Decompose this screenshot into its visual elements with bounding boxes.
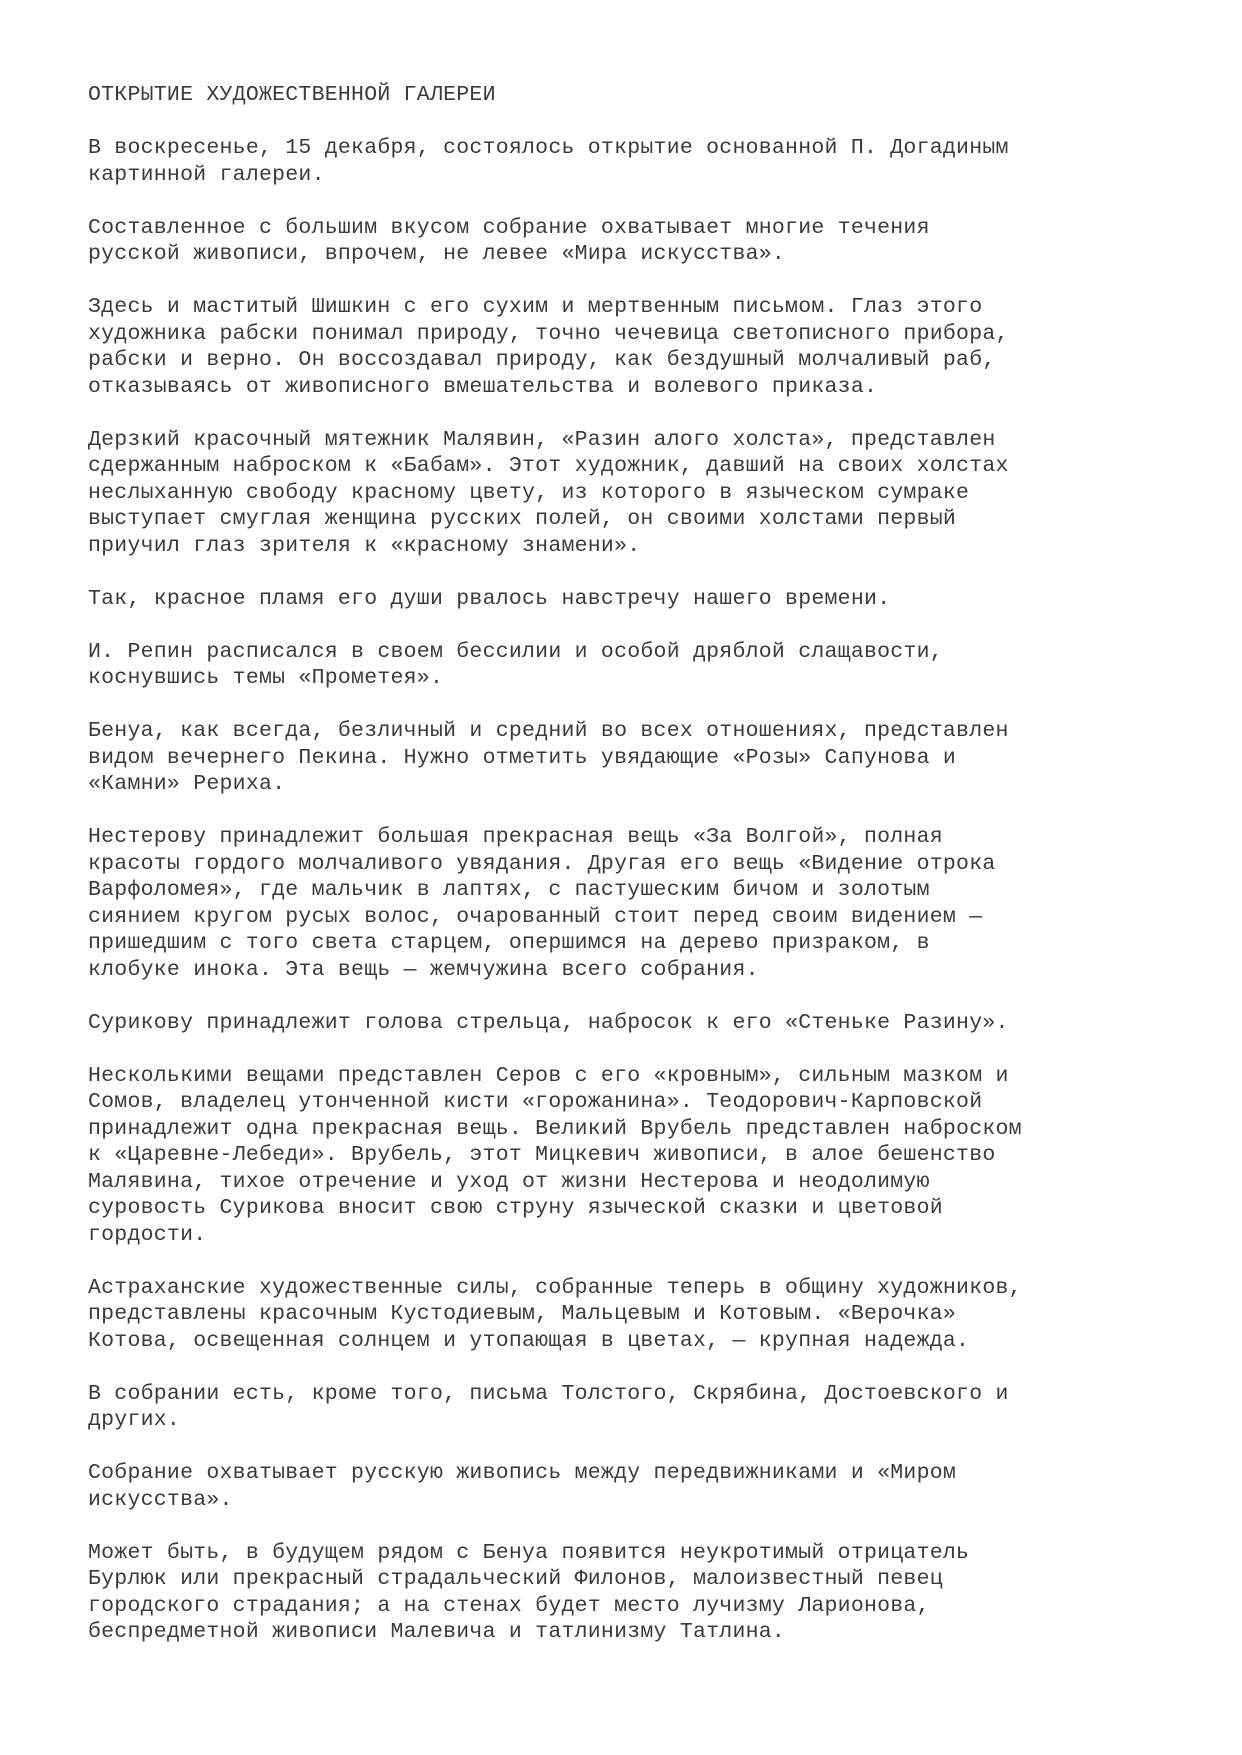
paragraph-3: Здесь и маститый Шишкин с его сухим и мертвенным письмом. Глаз этого художника рабски понимал природу, точно чечевица светописного прибора, рабски и верно. Он воссоздавал природу, как бездушный молчаливый раб, отказываясь от живописного вмешательства и волевого приказа. bbox=[88, 295, 1009, 399]
article-title: ОТКРЫТИЕ ХУДОЖЕСТВЕННОЙ ГАЛЕРЕИ bbox=[88, 83, 496, 107]
paragraph-1: В воскресенье, 15 декабря, состоялось открытие основанной П. Догадиным картинной галереи. bbox=[88, 136, 1009, 187]
paragraph-10: Несколькими вещами представлен Серов с его «кровным», сильным мазком и Сомов, владелец утонченной кисти «горожанина». Теодорович-Карповской принадлежит одна прекрасная вещь. Великий Врубель представлен наброском к «Царевне-Лебеди». Врубель, этот Мицкевич живописи, в алое бешенство Малявина, тихое отречение и уход от жизни Нестерова и неодолимую суровость Сурикова вносит свою струну языческой сказки и цветовой гордости. bbox=[88, 1063, 1022, 1247]
document-body bbox=[88, 82, 1168, 1672]
paragraph-5: Так, красное пламя его души рвалось навстречу нашего времени. bbox=[88, 586, 891, 611]
paragraph-4: Дерзкий красочный мятежник Малявин, «Разин алого холста», представлен сдержанным наброском к «Бабам». Этот художник, давший на своих холстах неслыханную свободу красному цвету, из которого в языческом сумраке выступает смуглая женщина русских полей, он своими холстами первый приучил глаз зрителя к «красному знамени». bbox=[88, 427, 1009, 558]
paragraph-11: Астраханские художественные силы, собранные теперь в общину художников, представлены красочным Кустодиевым, Мальцевым и Котовым. «Верочка» Котова, освещенная солнцем и утопающая в цветах, — крупная надежда. bbox=[88, 1275, 1022, 1353]
paragraph-8: Нестерову принадлежит большая прекрасная вещь «За Волгой», полная красоты гордого молчаливого увядания. Другая его вещь «Видение отрока Варфоломея», где мальчик в лаптях, с пастушеским бичом и золотым сиянием кругом русых волос, очарованный стоит перед своим видением — пришедшим с того света старцем, опершимся на дерево призраком, в клобуке инока. Эта вещь — жемчужина всего собрания. bbox=[88, 825, 996, 982]
paragraph-12: В собрании есть, кроме того, письма Толстого, Скрябина, Достоевского и других. bbox=[88, 1381, 1009, 1432]
paragraph-2: Составленное с большим вкусом собрание охватывает многие течения русской живописи, впрочем, не левее «Мира искусства». bbox=[88, 215, 930, 266]
paragraph-13: Собрание охватывает русскую живопись между передвижниками и «Миром искусства». bbox=[88, 1461, 957, 1512]
paragraph-14: Может быть, в будущем рядом с Бенуа появится неукротимый отрицатель Бурлюк или прекрасный страдальческий Филонов, малоизвестный певец городского страдания; а на стенах будет место лучизму Ларионова, беспредметной живописи Малевича и татлинизму Татлина. bbox=[88, 1540, 970, 1644]
paragraph-9: Сурикову принадлежит голова стрельца, набросок к его «Стеньке Разину». bbox=[88, 1010, 1009, 1035]
paragraph-7: Бенуа, как всегда, безличный и средний во всех отношениях, представлен видом вечернего Пекина. Нужно отметить увядающие «Розы» Сапунова и «Камни» Рериха. bbox=[88, 719, 1009, 796]
paragraph-6: И. Репин расписался в своем бессилии и особой дряблой слащавости, коснувшись темы «Прометея». bbox=[88, 639, 943, 690]
